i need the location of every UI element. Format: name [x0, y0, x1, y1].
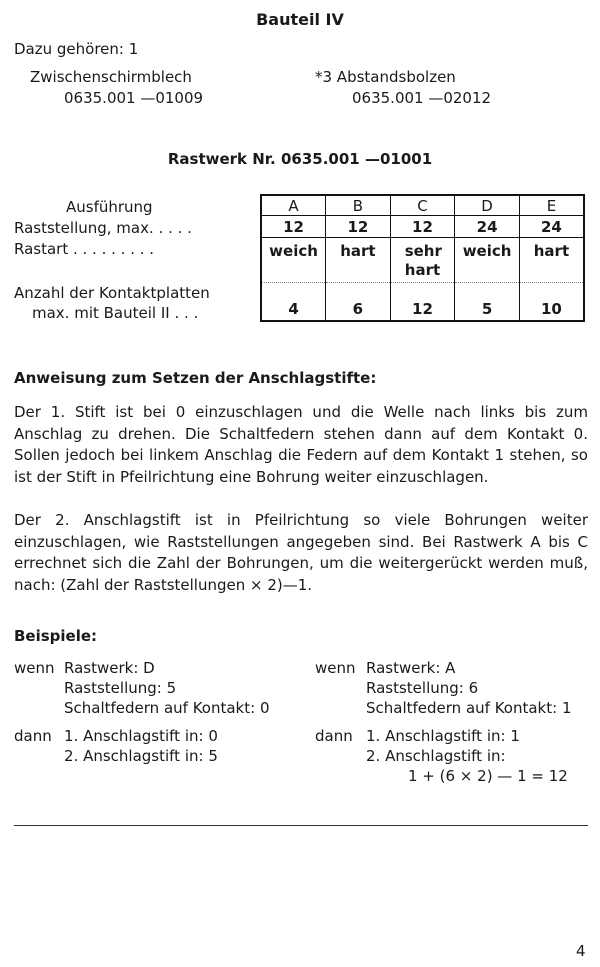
belongs-label: Dazu gehören: 1 [14, 40, 139, 58]
left-dann: dann [14, 727, 52, 745]
instructions-paragraph-2: Der 2. Anschlagstift ist in Pfeilrichtung so viele Bohrungen weiter einzuschlagen, wie Raststellungen angegeben sind. Bei Rastwerk A bis C errechnet sich die Zahl der Bohrungen, um die weitergerückt werden muß, nach: (Zahl der Raststellungen × 2)—1. [14, 511, 588, 594]
table-row-kontaktplatten [261, 283, 584, 322]
left-kontakt: Schaltfedern auf Kontakt: 0 [64, 699, 270, 717]
table-cell: weich [455, 238, 520, 283]
right-wenn: wenn [315, 659, 356, 677]
footer-divider [14, 825, 588, 826]
right-formula: 1 + (6 × 2) — 1 = 12 [408, 767, 568, 785]
label-kontakt-line2: max. mit Bauteil II . . . [32, 304, 199, 322]
right-part-number: 0635.001 —02012 [352, 89, 492, 107]
right-stift2: 2. Anschlagstift in: [366, 747, 506, 765]
table-cell: hart [326, 238, 391, 283]
table-cell: hart [519, 238, 584, 283]
left-wenn: wenn [14, 659, 55, 677]
left-raststellung: Raststellung: 5 [64, 679, 177, 697]
left-part-name: Zwischenschirmblech [30, 68, 192, 86]
label-kontakt-line1: Anzahl der Kontaktplatten [14, 284, 210, 302]
table-cell: 12 [326, 216, 391, 238]
table-row-rastart [261, 238, 584, 283]
right-stift1: 1. Anschlagstift in: 1 [366, 727, 520, 745]
column-header: D [455, 195, 520, 216]
column-header: B [326, 195, 391, 216]
table-cell: 4 [261, 283, 326, 322]
left-rastwerk: Rastwerk: D [64, 659, 155, 677]
rastwerk-title: Rastwerk Nr. 0635.001 —01001 [167, 150, 433, 168]
table-cell: sehr hart [390, 238, 455, 283]
table-cell: 6 [326, 283, 391, 322]
page-title: Bauteil IV [256, 10, 344, 29]
page-number: 4 [576, 942, 586, 960]
right-part-name: *3 Abstandsbolzen [315, 68, 456, 86]
label-raststellung: Raststellung, max. . . . . [14, 219, 192, 237]
left-stift2: 2. Anschlagstift in: 5 [64, 747, 218, 765]
examples-heading: Beispiele: [14, 627, 98, 645]
left-part-number: 0635.001 —01009 [64, 89, 204, 107]
table-cell: 10 [519, 283, 584, 322]
instructions-heading: Anweisung zum Setzen der Anschlagstifte: [14, 369, 377, 387]
table-cell: 12 [390, 283, 455, 322]
column-header: A [261, 195, 326, 216]
label-ausfuehrung: Ausführung [66, 198, 153, 216]
left-stift1: 1. Anschlagstift in: 0 [64, 727, 218, 745]
column-header: E [519, 195, 584, 216]
table-cell: 12 [390, 216, 455, 238]
rastwerk-table [260, 194, 585, 322]
right-dann: dann [315, 727, 353, 745]
table-header-row [261, 195, 584, 216]
label-rastart: Rastart . . . . . . . . . [14, 240, 155, 258]
table-cell: weich [269, 242, 318, 260]
column-header: C [390, 195, 455, 216]
table-cell: 5 [455, 283, 520, 322]
right-raststellung: Raststellung: 6 [366, 679, 479, 697]
right-kontakt: Schaltfedern auf Kontakt: 1 [366, 699, 572, 717]
instructions-paragraph-1: Der 1. Stift ist bei 0 einzuschlagen und die Welle nach links bis zum Anschlag zu drehen. Die Schaltfedern stehen dann auf dem Kontakt 0. Sollen jedoch bei linkem Anschlag die Federn auf dem Kontakt 1 stehen, so ist der Stift in Pfeilrichtung eine Bohrung weiter einzuschlagen. [14, 403, 588, 486]
table-row-raststellung [261, 216, 584, 238]
table-cell: 24 [455, 216, 520, 238]
right-rastwerk: Rastwerk: A [366, 659, 456, 677]
table-cell: 12 [261, 216, 326, 238]
table-cell: 24 [519, 216, 584, 238]
